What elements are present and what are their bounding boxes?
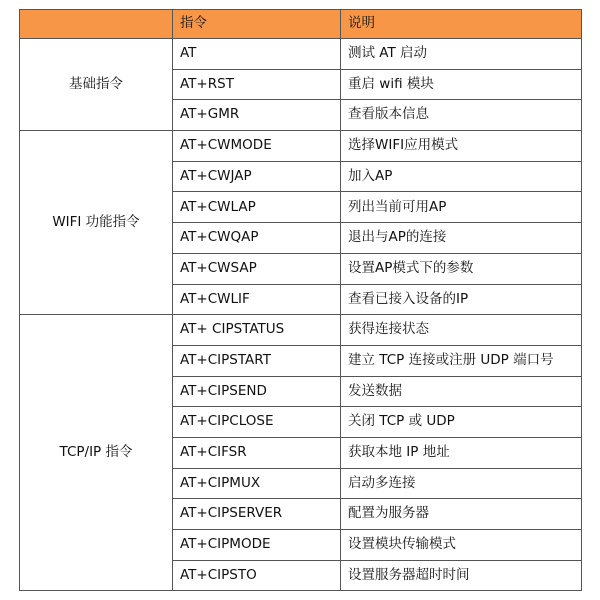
command-cell: AT+CIPCLOSE	[173, 407, 341, 438]
description-cell: 查看已接入设备的IP	[341, 284, 582, 315]
command-cell: AT+CIPSERVER	[173, 499, 341, 530]
table-header	[20, 10, 582, 39]
header-row	[20, 10, 582, 39]
description-cell: 查看版本信息	[341, 100, 582, 131]
category-cell: TCP/IP 指令	[20, 315, 173, 591]
description-cell: 获取本地 IP 地址	[341, 437, 582, 468]
command-cell: AT+GMR	[173, 100, 341, 131]
table-row	[20, 39, 582, 70]
description-cell: 加入AP	[341, 161, 582, 192]
description-cell: 设置模块传输模式	[341, 530, 582, 561]
description-cell: 测试 AT 启动	[341, 39, 582, 70]
header-category	[20, 10, 173, 39]
command-cell: AT+ CIPSTATUS	[173, 315, 341, 346]
command-cell: AT+CIPSEND	[173, 376, 341, 407]
category-cell: WIFI 功能指令	[20, 131, 173, 315]
table-body	[20, 39, 582, 591]
command-cell: AT+CIPMUX	[173, 468, 341, 499]
command-cell: AT+CWQAP	[173, 223, 341, 254]
command-cell: AT+CWLIF	[173, 284, 341, 315]
header-command: 指令	[173, 10, 341, 39]
command-cell: AT+CWLAP	[173, 192, 341, 223]
description-cell: 设置服务器超时时间	[341, 560, 582, 591]
description-cell: 设置AP模式下的参数	[341, 253, 582, 284]
header-description: 说明	[341, 10, 582, 39]
description-cell: 配置为服务器	[341, 499, 582, 530]
command-table-container	[19, 9, 582, 591]
command-cell: AT+RST	[173, 69, 341, 100]
description-cell: 发送数据	[341, 376, 582, 407]
command-cell: AT	[173, 39, 341, 70]
description-cell: 列出当前可用AP	[341, 192, 582, 223]
command-cell: AT+CIPMODE	[173, 530, 341, 561]
at-command-table	[19, 9, 582, 591]
table-row	[20, 131, 582, 162]
command-cell: AT+CIPSTO	[173, 560, 341, 591]
command-cell: AT+CWMODE	[173, 131, 341, 162]
command-cell: AT+CIPSTART	[173, 345, 341, 376]
description-cell: 获得连接状态	[341, 315, 582, 346]
description-cell: 选择WIFI应用模式	[341, 131, 582, 162]
table-row	[20, 315, 582, 346]
description-cell: 启动多连接	[341, 468, 582, 499]
command-cell: AT+CWSAP	[173, 253, 341, 284]
command-cell: AT+CIFSR	[173, 437, 341, 468]
description-cell: 退出与AP的连接	[341, 223, 582, 254]
command-cell: AT+CWJAP	[173, 161, 341, 192]
description-cell: 建立 TCP 连接或注册 UDP 端口号	[341, 345, 582, 376]
category-cell: 基础指令	[20, 39, 173, 131]
description-cell: 关闭 TCP 或 UDP	[341, 407, 582, 438]
description-cell: 重启 wifi 模块	[341, 69, 582, 100]
